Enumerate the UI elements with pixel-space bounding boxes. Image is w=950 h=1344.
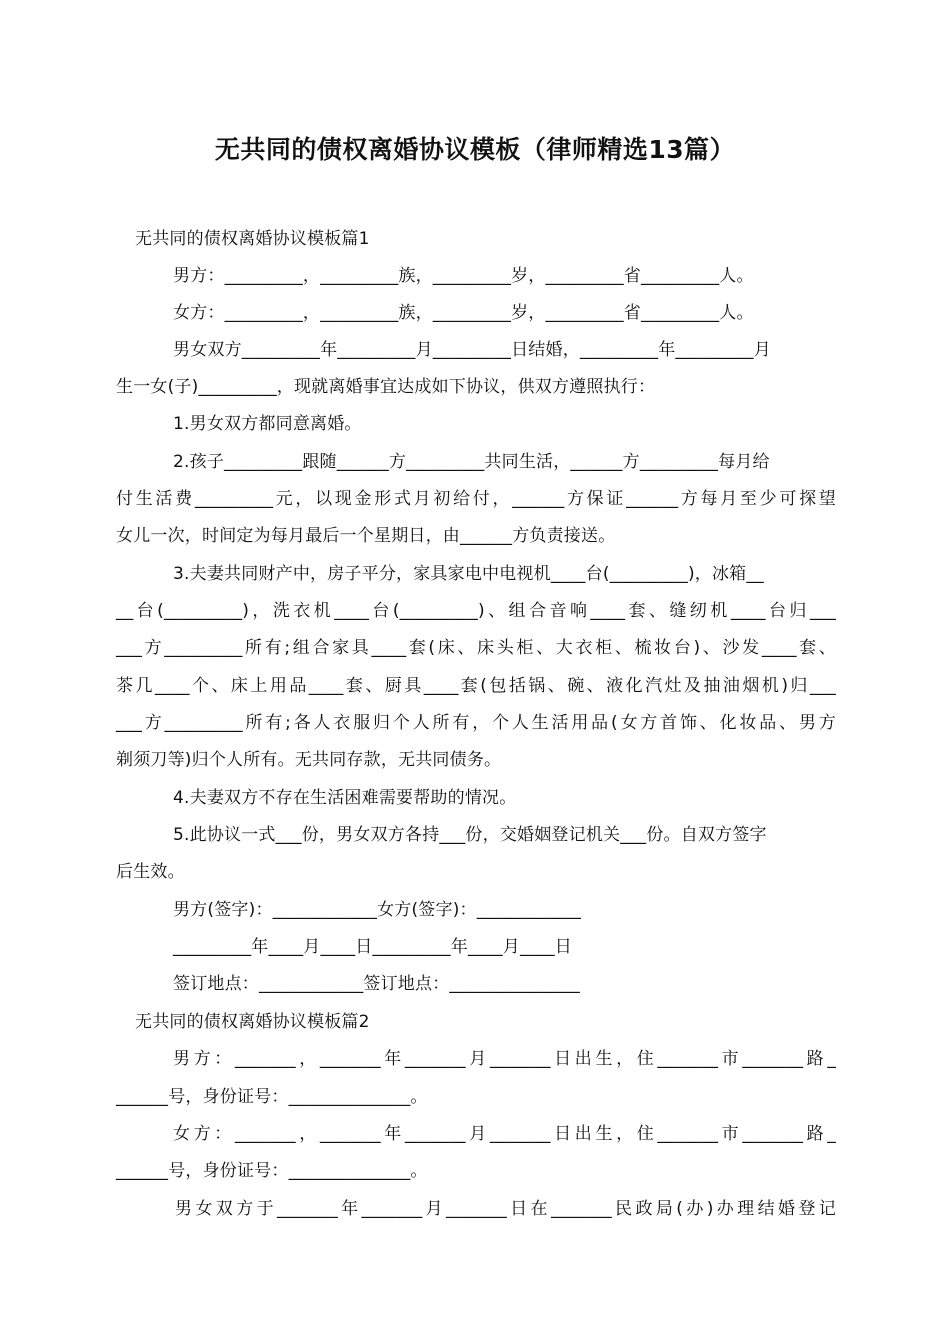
paragraph-line: 2.孩子_________跟随______方_________共同生活，______方_________每月给: [173, 452, 770, 472]
section-heading: 无共同的债权离婚协议模板篇1: [135, 229, 370, 249]
paragraph-line: ______号，身份证号：______________。: [116, 1087, 428, 1107]
paragraph-line: ______号，身份证号：______________。: [116, 1161, 428, 1181]
signature-line: 男方(签字)：____________女方(签字)：____________: [173, 900, 582, 920]
paragraph-line: 付生活费_________元，以现金形式月初给付，______方保证______方每月至少可探望: [116, 489, 836, 509]
paragraph-line: 男方：_______，_______年_______月_______日出生，住_______市_______路_: [173, 1049, 836, 1069]
document-title: 无共同的债权离婚协议模板（律师精选13篇）: [214, 135, 736, 164]
paragraph-line: 生一女(子)_________，现就离婚事宜达成如下协议，供双方遵照执行：: [116, 377, 656, 397]
paragraph-line: 女儿一次，时间定为每月最后一个星期日，由______方负责接送。: [116, 526, 616, 546]
paragraph-line: 3.夫妻共同财产中，房子平分，家具家电中电视机____台(_________)，冰箱__: [173, 564, 764, 584]
paragraph-line: ___方_________所有;各人衣服归个人所有，个人生活用品(女方首饰、化妆品、男方: [116, 713, 836, 733]
paragraph-line: 1.男女双方都同意离婚。: [173, 414, 362, 434]
paragraph-line: 5.此协议一式___份，男女双方各持___份，交婚姻登记机关___份。自双方签字: [173, 825, 767, 845]
paragraph-line: 剃须刀等)归个人所有。无共同存款，无共同债务。: [116, 750, 502, 770]
paragraph-line: 男方：_________，_________族，_________岁，_________省_________人。: [173, 266, 754, 286]
paragraph-line: 女方：_______，_______年_______月_______日出生，住_______市_______路_: [173, 1124, 836, 1144]
paragraph-line: 4.夫妻双方不存在生活困难需要帮助的情况。: [173, 788, 517, 808]
location-line: 签订地点：____________签订地点：_______________: [173, 974, 580, 994]
paragraph-line: 男女双方_________年_________月_________日结婚，_________年_________月: [173, 340, 771, 360]
paragraph-line: 男女双方于_______年_______月_______日在_______民政局(办)办理结婚登记: [175, 1199, 836, 1219]
paragraph-line: __台(_________)，洗衣机____台(_________)、组合音响____套、缝纫机____台归___: [116, 601, 836, 621]
paragraph-line: ___方_________所有;组合家具____套(床、床头柜、大衣柜、梳妆台)、沙发____套、: [116, 638, 836, 658]
paragraph-line: 女方：_________，_________族，_________岁，_________省_________人。: [173, 303, 754, 323]
paragraph-line: 茶几____个、床上用品____套、厨具____套(包括锅、碗、液化汽灶及抽油烟机)归___: [116, 676, 836, 696]
section-heading: 无共同的债权离婚协议模板篇2: [135, 1012, 370, 1032]
date-line: _________年____月____日_________年____月____日: [173, 937, 572, 957]
paragraph-line: 后生效。: [116, 862, 185, 882]
